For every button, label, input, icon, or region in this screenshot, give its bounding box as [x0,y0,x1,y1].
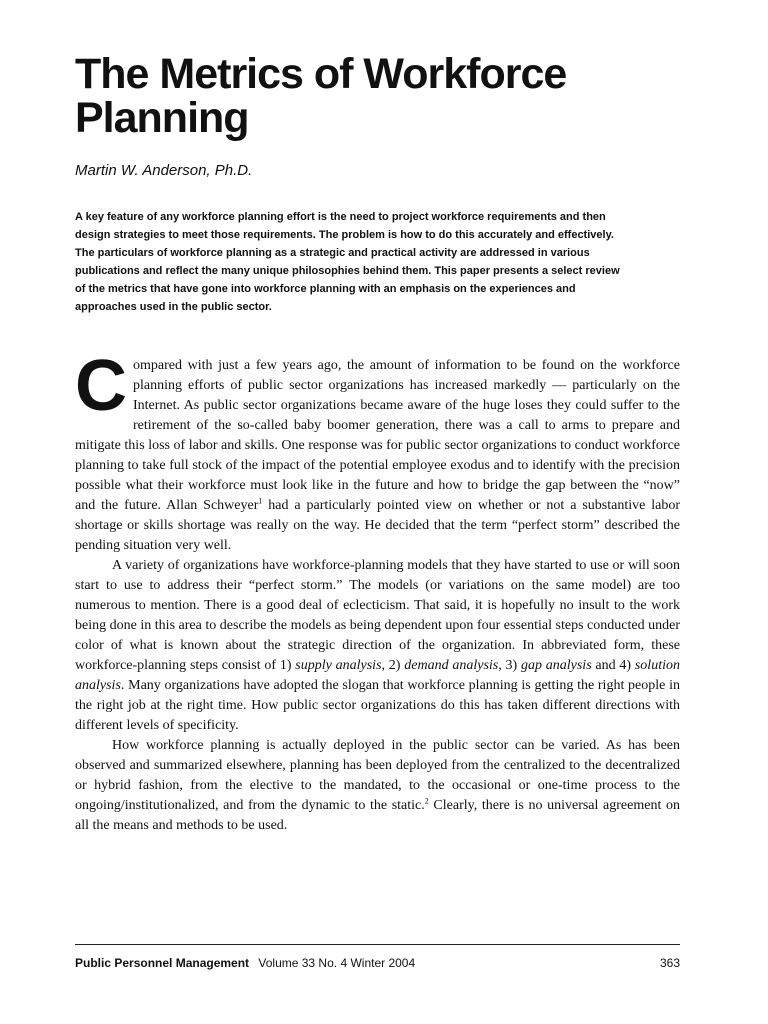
term-demand-analysis: demand analysis [404,658,499,673]
paragraph-3-text-a: How workforce planning is actually deployed in the public sector can be varied. As has been observed and summarized elsewhere, planning has been deployed from the centralized to the decentralized or hybrid fashion, from the elective to the mandated, to the occasional or one-time process to the ongoing/institutionalized, and from the dynamic to the static. [75,738,680,813]
article-body [75,346,680,836]
body-paragraph-3 [75,736,680,836]
paragraph-2-text-a: A variety of organizations have workforce-planning models that they have started to use or will soon start to use to address their “perfect storm.” The models (or variations on the same model) are too numerous to mention. There is a good deal of eclecticism. That said, it is hopefully no insult to the work being done in this area to describe the models as being dependent upon four essential steps conducted under color of what is known about the strategic direction of the organization. In abbreviated form, these workforce-planning steps consist of 1) [75,558,680,673]
term-gap-analysis: gap analysis [520,658,592,673]
paragraph-2-text-b: , 2) [381,658,405,673]
footer-rule [75,944,680,945]
body-paragraph-2 [75,556,680,736]
paragraph-1-text-b: had a particularly pointed view on whether or not a substantive labor shortage or skills shortage was really on the way. He decided that the term “perfect storm” described the pending situation very well. [75,498,680,553]
article-author: Martin W. Anderson, Ph.D. [75,162,253,179]
article-title: The Metrics of Workforce Planning [75,50,567,142]
paragraph-2-text-e: . Many organizations have adopted the slogan that workforce planning is getting the right people in the right job at the right time. How public sector organizations do this has taken different directions with different levels of specificity. [75,678,680,733]
page-number: 363 [659,956,680,970]
journal-name: Public Personnel Management [75,956,250,970]
paragraph-1-text-a: ompared with just a few years ago, the amount of information to be found on the workforce planning efforts of public sector organizations has increased markedly — particularly on the Internet. As public sector organizations became aware of the huge loses they could suffer to the retirement of the so-called baby boomer generation, there was a call to arms to prepare and mitigate this loss of labor and skills. One response was for public sector organizations to conduct workforce planning to take full stock of the impact of the potential employee exodus and to identify with the precision possible what their workforce must look like in the future and how to bridge the gap between the “now” and the future. Allan Schweyer [75,358,680,513]
page-footer [75,956,680,976]
journal-issue: Volume 33 No. 4 Winter 2004 [258,956,416,970]
footnote-ref-1: 1 [258,496,263,506]
paragraph-2-text-c: , 3) [498,658,521,673]
body-paragraph-1 [75,346,680,556]
paragraph-2-text-d: and 4) [591,658,635,673]
paragraph-3-text-b: Clearly, there is no universal agreement on all the means and methods to be used. [75,798,680,833]
term-supply-analysis: supply analysis [295,658,382,673]
article-abstract: A key feature of any workforce planning effort is the need to project workforce requirements and then design strategies to meet those requirements. The problem is how to do this accurately and effectively. The particulars of workforce planning as a strategic and practical activity are addressed in various publications and reflect the many unique philosophies behind them. This paper presents a select review of the metrics that have gone into workforce planning with an emphasis on the experiences and approaches used in the public sector. [75,211,620,313]
drop-cap: C [75,346,127,426]
footnote-ref-2: 2 [424,796,429,806]
term-solution-analysis: solution analysis [75,658,680,693]
